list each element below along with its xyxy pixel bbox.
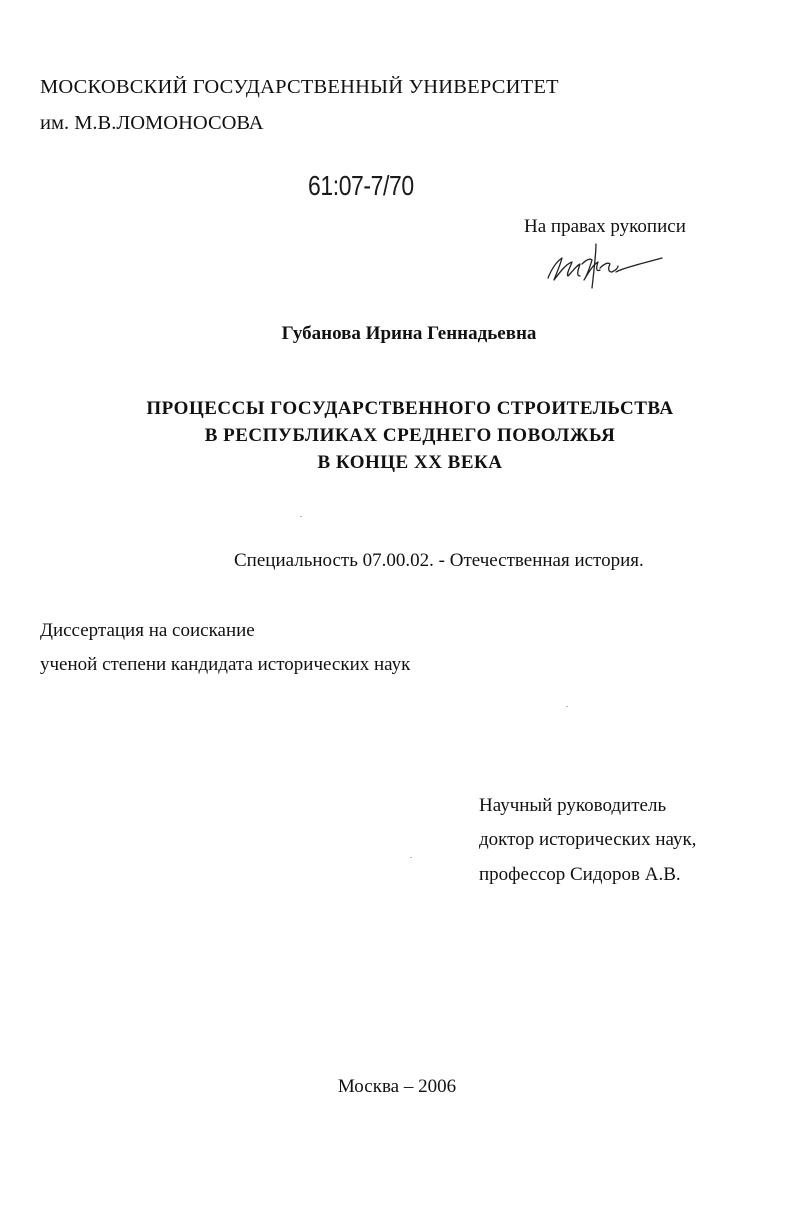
archive-code: 61:07-7/70 [308, 170, 414, 201]
dissertation-type-line-1: Диссертация на соискание [40, 620, 255, 641]
supervisor-role: Научный руководитель [479, 795, 667, 816]
title-line-3: В КОНЦЕ XX ВЕКА [317, 452, 503, 473]
author-name: Губанова Ирина Геннадьевна [281, 323, 537, 344]
scan-speck [410, 857, 412, 858]
specialty: Специальность 07.00.02. - Отечественная история. [234, 550, 644, 571]
dissertation-title [40, 395, 780, 476]
university-named-after: им. М.В.ЛОМОНОСОВА [40, 112, 264, 134]
rights-note: На правах рукописи [524, 216, 686, 237]
university-name: МОСКОВСКИЙ ГОСУДАРСТВЕННЫЙ УНИВЕРСИТЕТ [40, 76, 559, 98]
scan-speck [566, 706, 568, 707]
dissertation-type-line-2: ученой степени кандидата исторических наук [40, 654, 411, 675]
supervisor-degree: доктор исторических наук, [479, 829, 697, 850]
title-line-1: ПРОЦЕССЫ ГОСУДАРСТВЕННОГО СТРОИТЕЛЬСТВА [146, 398, 674, 419]
city-year: Москва – 2006 [337, 1076, 457, 1097]
scan-speck [300, 516, 302, 517]
handwritten-signature [538, 238, 668, 296]
title-line-2: В РЕСПУБЛИКАХ СРЕДНЕГО ПОВОЛЖЬЯ [204, 425, 616, 446]
supervisor-name: профессор Сидоров А.В. [479, 864, 681, 885]
